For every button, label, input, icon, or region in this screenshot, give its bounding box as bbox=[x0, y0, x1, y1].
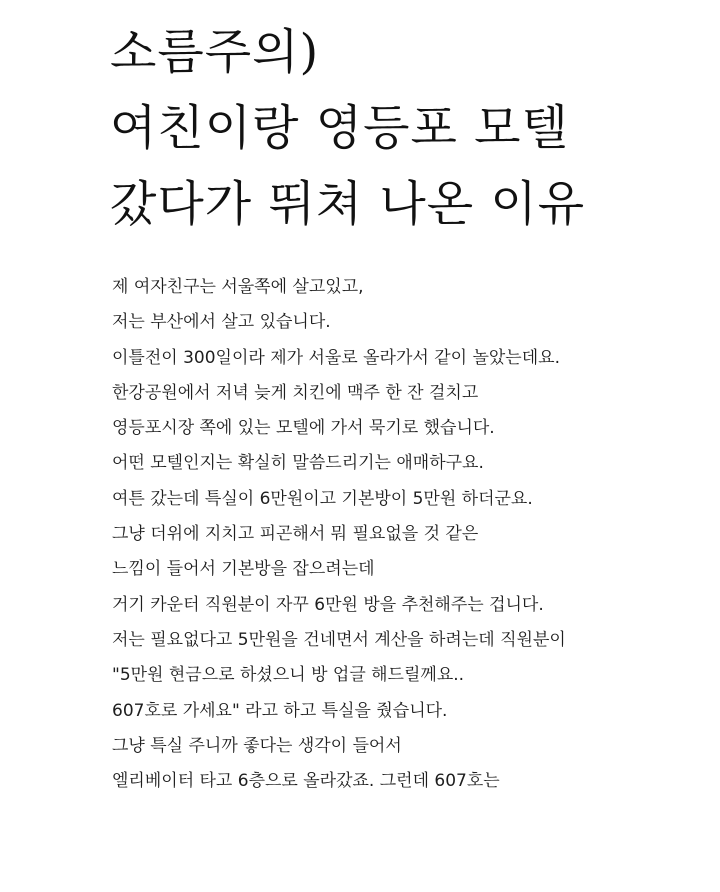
body-line: 저는 필요없다고 5만원을 건네면서 계산을 하려는데 직원분이 bbox=[112, 629, 566, 650]
body-line: "5만원 현금으로 하셨으니 방 업글 해드릴께요.. bbox=[112, 665, 465, 686]
body-line: 거기 카운터 직원분이 자꾸 6만원 방을 추천해주는 겁니다. bbox=[112, 594, 544, 615]
body-line: 저는 부산에서 살고 있습니다. bbox=[112, 312, 331, 333]
title-line: 소름주의) bbox=[110, 24, 320, 80]
body-line: 제 여자친구는 서울쪽에 살고있고, bbox=[112, 277, 364, 297]
title-line: 여친이랑 영등포 모텔 bbox=[110, 100, 569, 156]
body-line: 엘리베이터 타고 6층으로 올라갔죠. 그런데 607호는 bbox=[112, 771, 500, 792]
body-line: 이틀전이 300일이라 제가 서울로 올라가서 같이 놀았는데요. bbox=[112, 347, 560, 368]
body-line: 607호로 가세요" 라고 하고 특실을 줬습니다. bbox=[112, 700, 448, 721]
body-line: 어떤 모텔인지는 확실히 말씀드리기는 애매하구요. bbox=[112, 453, 484, 474]
body-line: 그냥 더위에 지치고 피곤해서 뭐 필요없을 것 같은 bbox=[112, 524, 479, 545]
body-line: 여튼 갔는데 특실이 6만원이고 기본방이 5만원 하더군요. bbox=[112, 488, 533, 509]
body-line: 영등포시장 쪽에 있는 모텔에 가서 묵기로 했습니다. bbox=[112, 418, 495, 439]
title-line: 갔다가 뛰쳐 나온 이유 bbox=[110, 176, 586, 232]
body-line: 한강공원에서 저녁 늦게 치킨에 맥주 한 잔 걸치고 bbox=[112, 382, 479, 403]
body-line: 느낌이 들어서 기본방을 잡으려는데 bbox=[112, 559, 375, 580]
article-title bbox=[110, 14, 710, 242]
article-body bbox=[112, 270, 712, 799]
body-line: 그냥 특실 주니까 좋다는 생각이 들어서 bbox=[112, 735, 402, 756]
